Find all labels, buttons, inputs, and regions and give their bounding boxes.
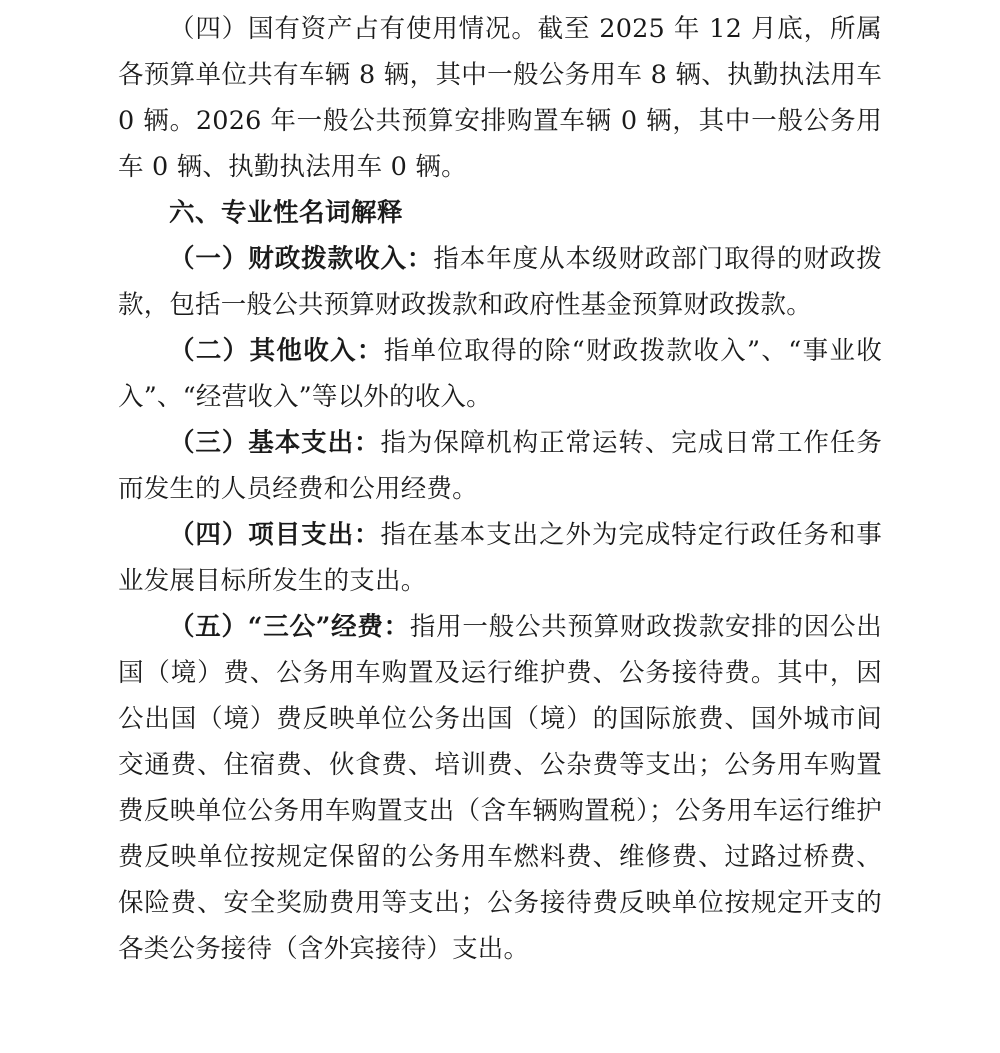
paragraph-term-other-income: （二）其他收入：指单位取得的除“财政拨款收入”、“事业收入”、“经营收入”等以外的收入。 [118,336,882,412]
paragraph-term-basic-expenditure: （三）基本支出：指为保障机构正常运转、完成日常工作任务而发生的人员经费和公用经费。 [118,428,882,504]
paragraph-term-project-expenditure: （四）项目支出：指在基本支出之外为完成特定行政任务和事业发展目标所发生的支出。 [118,520,882,596]
paragraph-state-assets-usage: （四）国有资产占有使用情况。截至 2025 年 12 月底，所属各预算单位共有车辆 8 辆，其中一般公务用车 8 辆、执勤执法用车 0 辆。2026 年一般公共预算安排购置车辆 0 辆，其中一般公务用车 0 辆、执勤执法用车 0 辆。 [118,14,882,182]
paragraph-term-three-public-funds: （五）“三公”经费：指用一般公共预算财政拨款安排的因公出国（境）费、公务用车购置及运行维护费、公务接待费。其中，因公出国（境）费反映单位公务出国（境）的国际旅费、国外城市间交通费、住宿费、伙食费、培训费、公杂费等支出；公务用车购置费反映单位公务用车购置支出（含车辆购置税）；公务用车运行维护费反映单位按规定保留的公务用车燃料费、维修费、过路过桥费、保险费、安全奖励费用等支出；公务接待费反映单位按规定开支的各类公务接待（含外宾接待）支出。 [118,612,882,964]
section-heading-six: 六、专业性名词解释 [169,198,404,228]
paragraph-term-fiscal-appropriation-income: （一）财政拨款收入：指本年度从本级财政部门取得的财政拨款，包括一般公共预算财政拨款和政府性基金预算财政拨款。 [118,244,882,320]
